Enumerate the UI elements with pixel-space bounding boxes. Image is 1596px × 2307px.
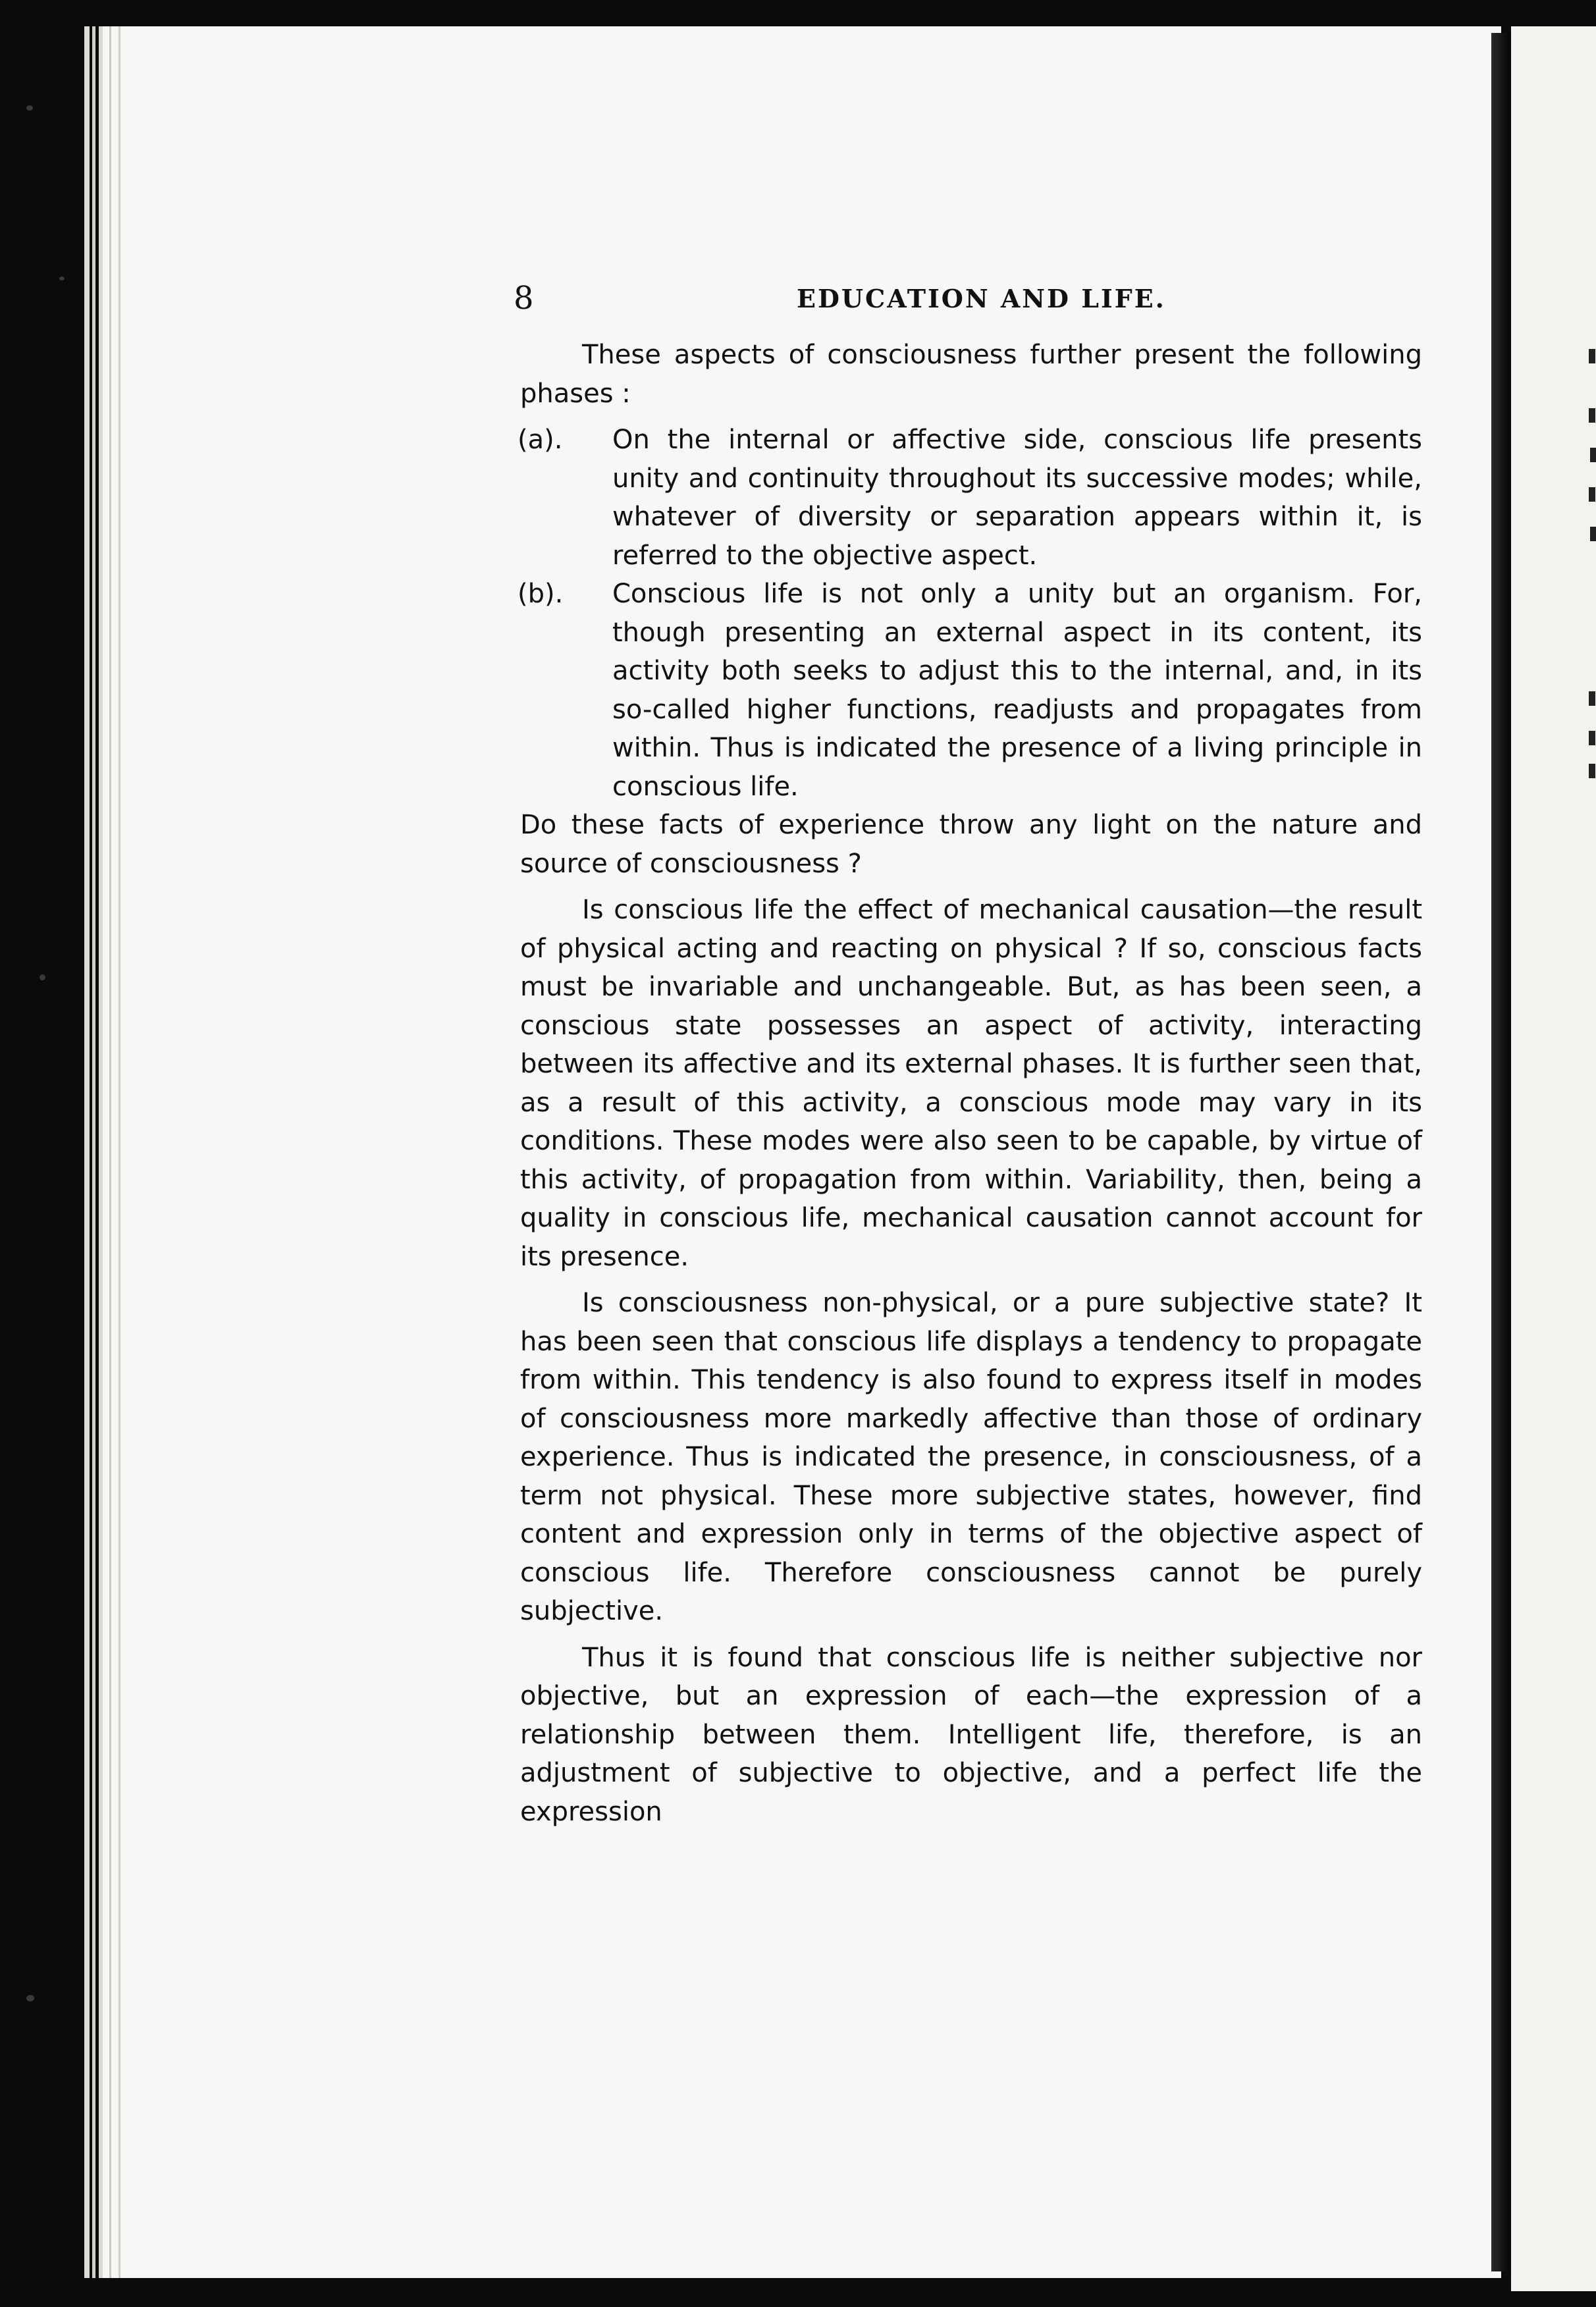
subjective-state-paragraph: Is consciousness non-physical, or a pure subjective state? It has been seen that conscious life displays a tendency to propagate from within. This tendency is also found to express itself in modes of consciousness more markedly affective than those of ordinary experience. Thus is indicated the presence, in consciousness, of a term not physical. These more subjective states, however, find content and expression only in terms of the objective aspect of conscious life. Therefore consciousness cannot be purely subjective. (520, 1288, 1422, 1626)
body-text (520, 336, 1422, 1831)
page-header (514, 280, 1429, 319)
list-item-b-label: (b). (518, 579, 564, 609)
page-edge-line (119, 26, 120, 2278)
mechanical-causation-paragraph: Is conscious life the effect of mechanical causation—the result of physical acting and reacting on physical ? If so, conscious facts must be invariable and unchangeable. But, as has been seen, a conscious state possesses an aspect of activity, interacting between its affective and its external phases. It is further seen that, as a result of this activity, a conscious mode may vary in its conditions. These modes were also seen to be capable, by virtue of this activity, of propagation from within. Variability, then, being a quality in conscious life, mechanical causation cannot account for its presence. (520, 895, 1422, 1272)
list-item-a-text: On the internal or affective side, conscious life presents unity and continuity throughout its successive modes; while, whatever of diversity or separation appears within it, is referred to the objective aspect. (612, 425, 1422, 571)
conclusion-paragraph: Thus it is found that conscious life is neither subjective nor objective, but an expression of each—the expression of a relationship between them. Intelligent life, therefore, is an adjustment of subjective to objective, and a perfect life the expression (520, 1642, 1422, 1827)
scan-speck (59, 277, 65, 280)
facing-page-glyph (1589, 487, 1595, 502)
page-edge-line (109, 26, 111, 2278)
facing-page-glyph (1589, 764, 1595, 778)
list-item-a-label: (a). (518, 425, 563, 455)
book-edge (84, 26, 90, 2278)
list-item-b (520, 575, 1422, 806)
page-number: 8 (514, 280, 534, 317)
question-paragraph: Do these facts of experience throw any light on the nature and source of consciousness ? (520, 810, 1422, 879)
scan-speck (26, 105, 33, 111)
book-gutter (1491, 33, 1511, 2271)
list-item-a (520, 421, 1422, 575)
list-item-b-text: Conscious life is not only a unity but an organism. For, though presenting an external aspect in its content, its activity both seeks to adjust this to the internal, and, in its so-called higher functions, readjusts and propagates from within. Thus is indicated the presence of a living principle in conscious life. (612, 579, 1422, 802)
book-edge (92, 26, 95, 2278)
facing-page-glyph (1589, 408, 1595, 423)
facing-page-edge (1511, 26, 1596, 2291)
facing-page-glyph (1589, 349, 1595, 363)
facing-page-glyph (1589, 731, 1595, 745)
scan-speck (40, 974, 45, 980)
running-title: EDUCATION AND LIFE. (797, 284, 1166, 313)
facing-page-glyph (1590, 448, 1596, 462)
facing-page-glyph (1590, 527, 1596, 541)
intro-paragraph: These aspects of consciousness further present the following phases : (520, 340, 1422, 409)
facing-page-glyph (1589, 691, 1595, 706)
scan-speck (26, 1995, 34, 2002)
